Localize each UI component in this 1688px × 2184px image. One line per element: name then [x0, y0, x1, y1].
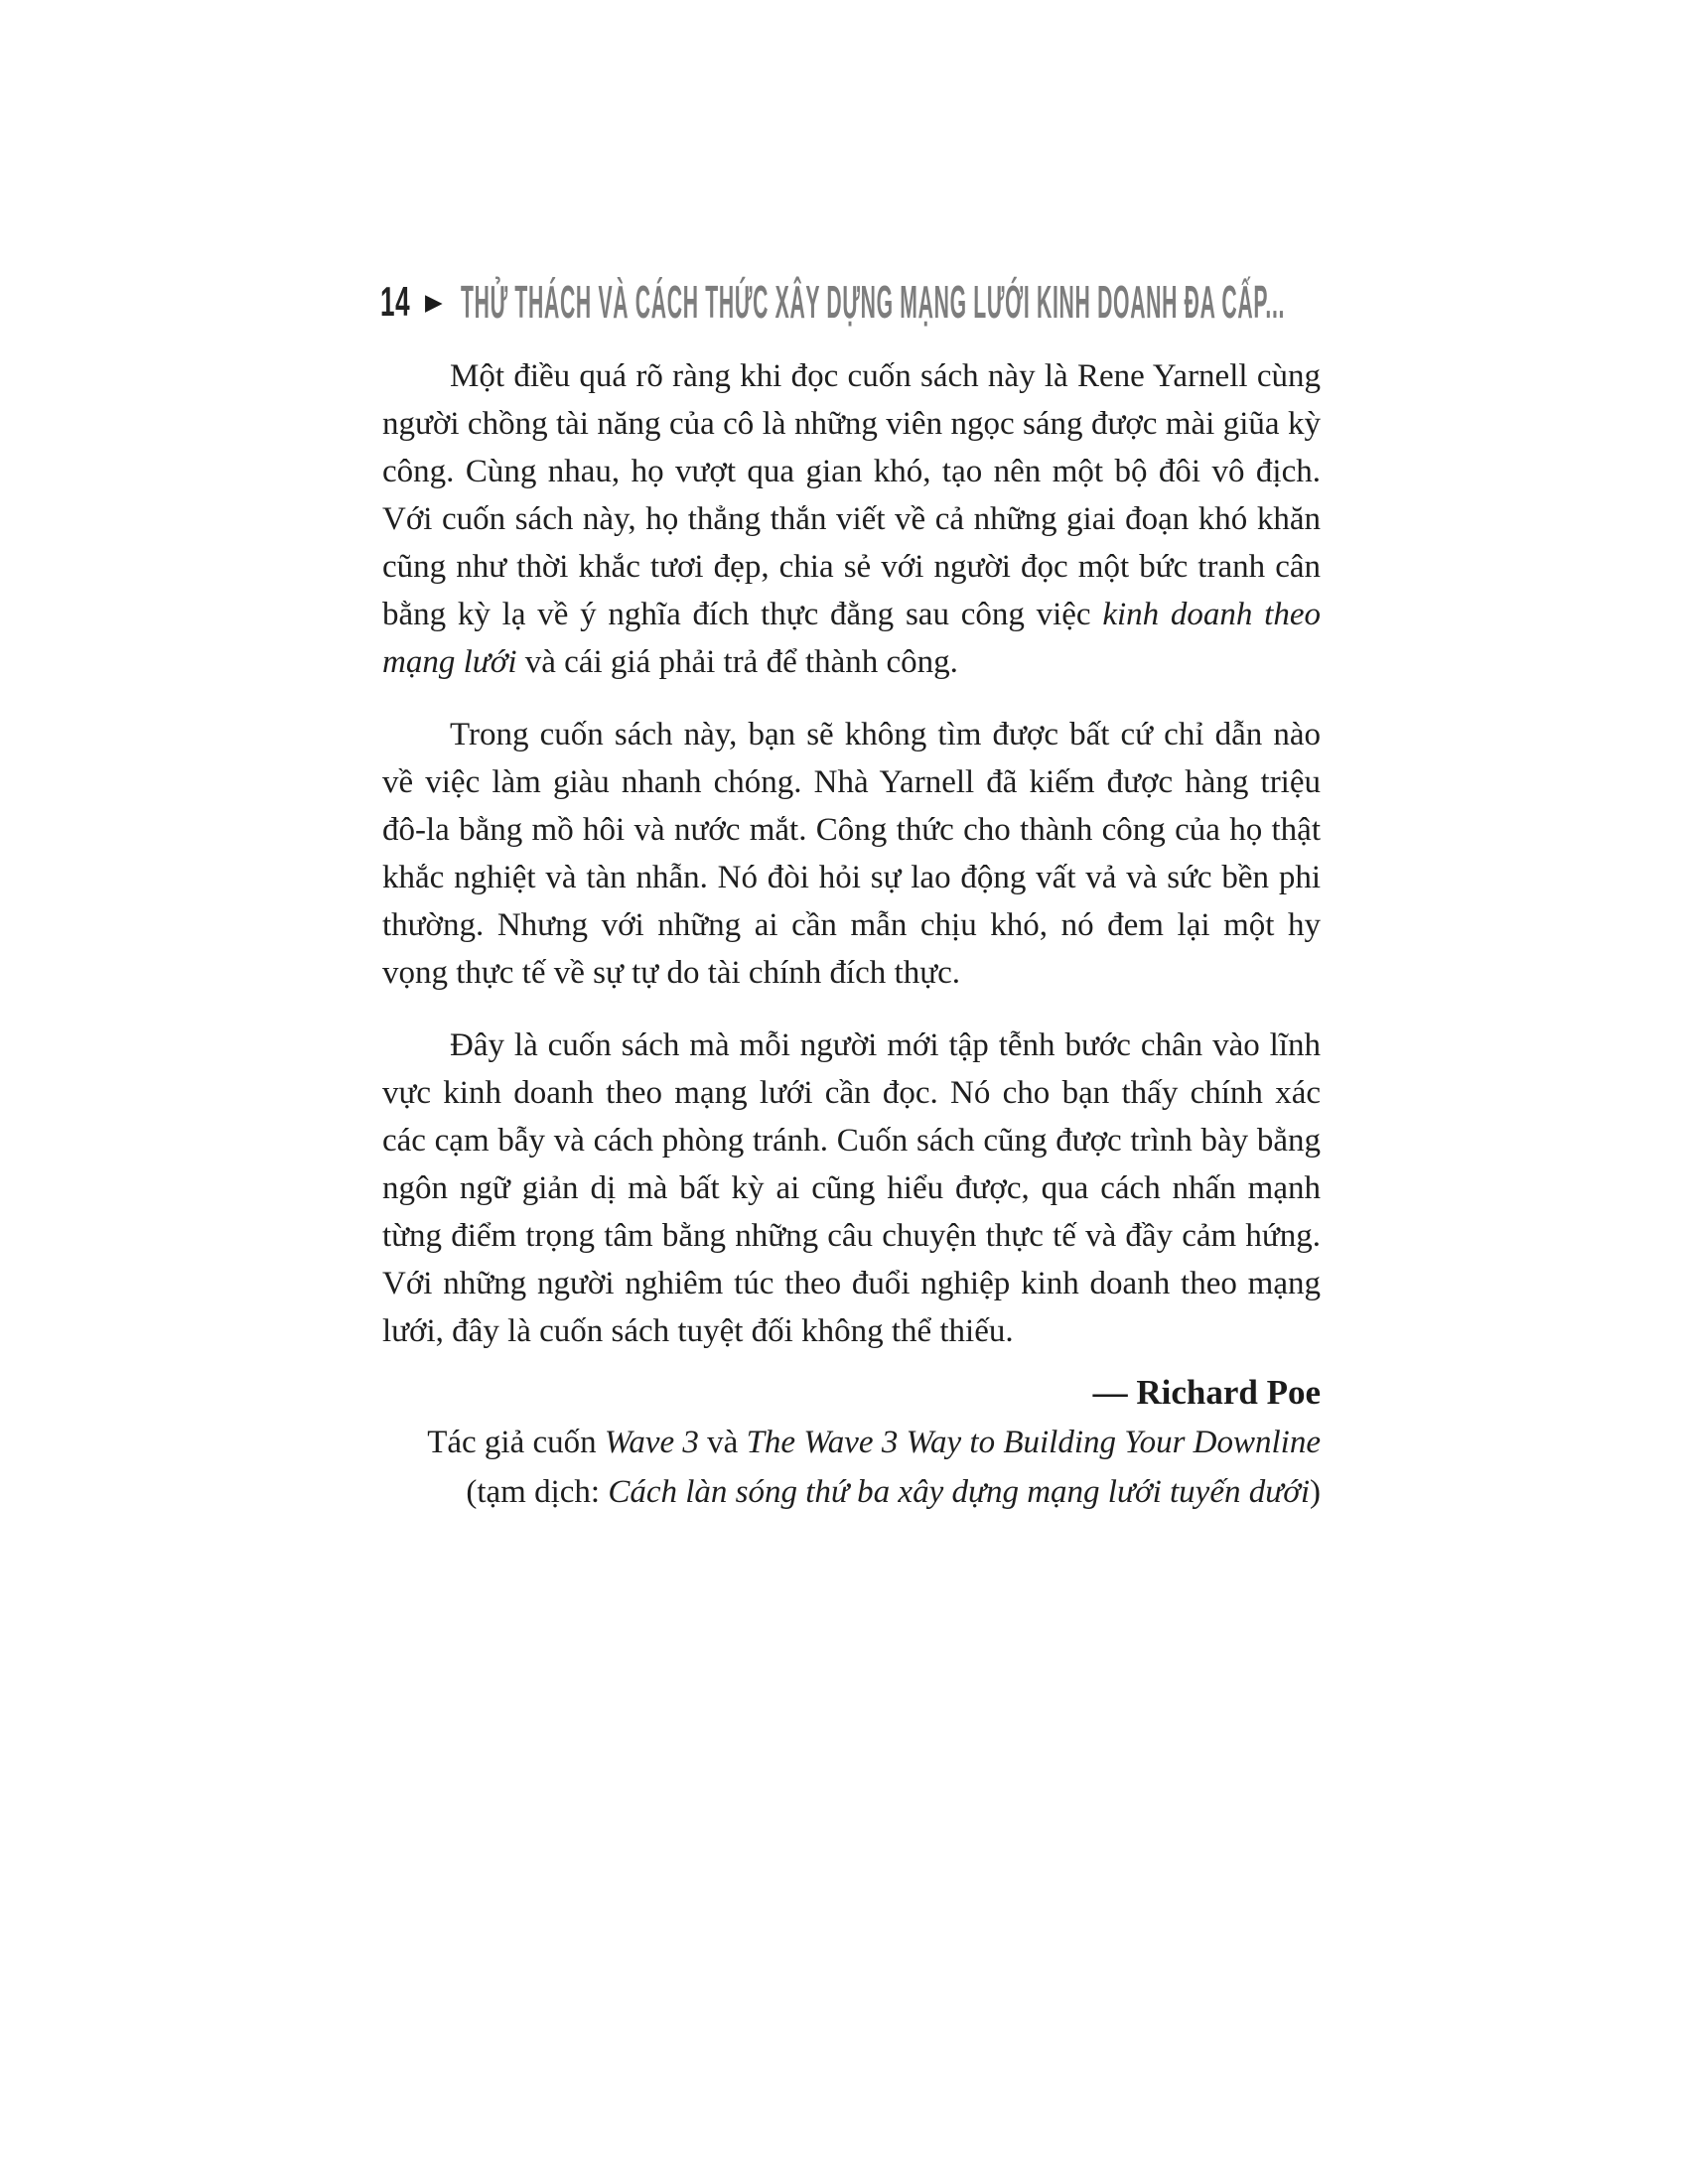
- body-line: [382, 854, 1321, 901]
- body-line: [382, 400, 1321, 448]
- text-segment: khắc nghiệt và tàn nhẫn. Nó đòi hỏi sự lao động vất vả và sức bền phi: [382, 860, 1321, 895]
- body-line: [382, 1260, 1321, 1307]
- paragraph-1: [382, 352, 1321, 686]
- body-line: [382, 806, 1321, 854]
- italic-segment: Cách làn sóng thứ ba xây dựng mạng lưới tuyến dưới: [608, 1474, 1310, 1510]
- text-segment: thường. Nhưng với những ai cần mẫn chịu khó, nó đem lại một hy: [382, 907, 1321, 943]
- text-segment: vọng thực tế về sự tự do tài chính đích thực.: [382, 955, 961, 991]
- paragraph-3: [382, 1022, 1321, 1355]
- text-segment: (tạm dịch:: [466, 1474, 609, 1510]
- body-line: [382, 1212, 1321, 1260]
- text-segment: Với những người nghiêm túc theo đuổi nghiệp kinh doanh theo mạng: [382, 1266, 1321, 1301]
- signature-block: [382, 1367, 1321, 1517]
- text-segment: Đây là cuốn sách mà mỗi người mới tập tễnh bước chân vào lĩnh: [450, 1027, 1321, 1063]
- text-segment: và: [698, 1425, 747, 1460]
- text-segment: Với cuốn sách này, họ thẳng thắn viết về cả những giai đoạn khó khăn: [382, 501, 1321, 537]
- page-number: 14: [380, 278, 411, 325]
- text-segment: và cái giá phải trả để thành công.: [516, 644, 958, 680]
- body-line: [382, 448, 1321, 495]
- signature-author: — Richard Poe: [1092, 1373, 1321, 1412]
- text-segment: bằng kỳ lạ về ý nghĩa đích thực đằng sau công việc: [382, 597, 1103, 632]
- paragraph-2: [382, 711, 1321, 997]
- text-segment: Tác giả cuốn: [427, 1425, 605, 1460]
- text-segment: vực kinh doanh theo mạng lưới cần đọc. Nó cho bạn thấy chính xác: [382, 1075, 1321, 1111]
- body-line: [382, 591, 1321, 638]
- body-line: [382, 352, 1321, 400]
- text-segment: lưới, đây là cuốn sách tuyệt đối không thể thiếu.: [382, 1313, 1014, 1349]
- running-header-title: THỬ THÁCH VÀ CÁCH THỨC XÂY DỰNG MẠNG LƯỚI KINH DOANH ĐA CẤP...: [461, 276, 1286, 328]
- text-segment: từng điểm trọng tâm bằng những câu chuyện thực tế và đầy cảm hứng.: [382, 1218, 1321, 1254]
- body-line: [382, 949, 1321, 997]
- text-segment: cũng như thời khắc tươi đẹp, chia sẻ với người đọc một bức tranh cân: [382, 549, 1321, 585]
- italic-segment: The Wave 3 Way to Building Your Downline: [746, 1425, 1321, 1460]
- text-segment: ngôn ngữ giản dị mà bất kỳ ai cũng hiểu được, qua cách nhấn mạnh: [382, 1170, 1321, 1206]
- text-segment: Trong cuốn sách này, bạn sẽ không tìm được bất cứ chỉ dẫn nào: [450, 717, 1321, 752]
- text-segment: về việc làm giàu nhanh chóng. Nhà Yarnell đã kiếm được hàng triệu: [382, 764, 1321, 800]
- body-line: [382, 1117, 1321, 1164]
- body-line: [382, 1164, 1321, 1212]
- body-line: [382, 495, 1321, 543]
- body-line: [382, 758, 1321, 806]
- text-segment: đô-la bằng mồ hôi và nước mắt. Công thức cho thành công của họ thật: [382, 812, 1321, 848]
- text-segment: người chồng tài năng của cô là những viên ngọc sáng được mài giũa kỳ: [382, 406, 1321, 442]
- body-text: [382, 352, 1321, 1380]
- text-segment: các cạm bẫy và cách phòng tránh. Cuốn sách cũng được trình bày bằng: [382, 1123, 1321, 1159]
- italic-segment: Wave 3: [604, 1425, 699, 1460]
- signature-credit: [382, 1418, 1321, 1467]
- body-line: [382, 901, 1321, 949]
- text-segment: Một điều quá rõ ràng khi đọc cuốn sách này là Rene Yarnell cùng: [450, 358, 1321, 394]
- body-line: [382, 1069, 1321, 1117]
- arrow-right-icon: ▶: [425, 290, 443, 315]
- body-line: [382, 711, 1321, 758]
- body-line: [382, 1022, 1321, 1069]
- body-line: [382, 543, 1321, 591]
- body-line: [382, 638, 1321, 686]
- italic-segment: kinh doanh theo: [1102, 597, 1321, 632]
- text-segment: công. Cùng nhau, họ vượt qua gian khó, tạo nên một bộ đôi vô địch.: [382, 454, 1321, 489]
- italic-segment: mạng lưới: [382, 644, 517, 680]
- body-line: [382, 1307, 1321, 1355]
- signature-translation: [382, 1467, 1321, 1517]
- text-segment: ): [1310, 1474, 1321, 1510]
